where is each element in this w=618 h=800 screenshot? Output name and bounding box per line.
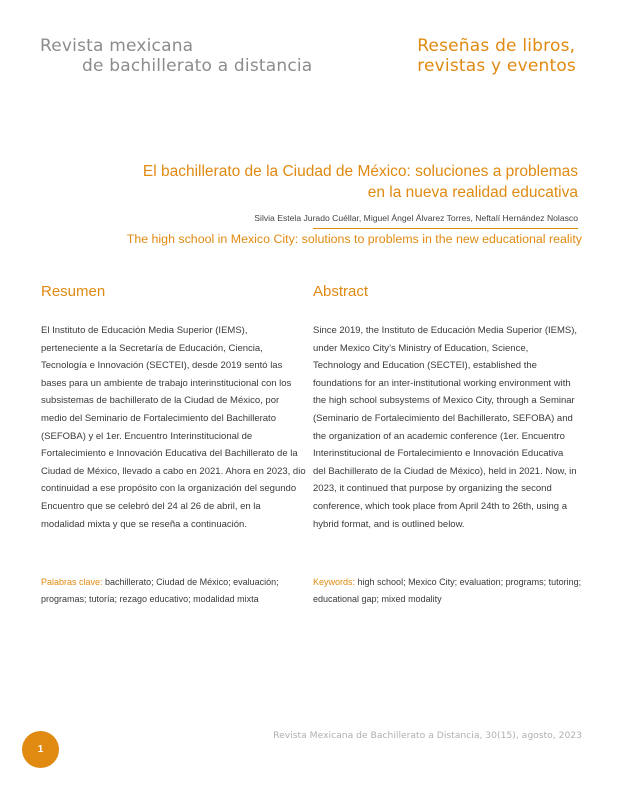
abstract-keywords-list: high school; Mexico City; evaluation; programs; tutoring; educational gap; mixed modality: [313, 577, 582, 604]
page-number-badge: 1: [22, 731, 59, 768]
journal-name-line2: de bachillerato a distancia: [82, 56, 313, 76]
resumen-section: [41, 282, 306, 533]
resumen-keywords-label: Palabras clave:: [41, 577, 103, 587]
resumen-keywords-list: bachillerato; Ciudad de México; evaluación; programas; tutoría; rezago educativo; modalidad mixta: [41, 577, 279, 604]
article-title: [58, 161, 578, 203]
article-title-english: The high school in Mexico City: solutions to problems in the new educational reality: [126, 232, 582, 246]
article-authors: Silvia Estela Jurado Cuéllar, Miguel Ángel Álvarez Torres, Neftalí Hernández Nolasco: [254, 213, 578, 223]
journal-name: [40, 36, 312, 76]
abstract-section: [313, 282, 578, 533]
footer-citation: Revista Mexicana de Bachillerato a Distancia, 30(15), agosto, 2023: [273, 730, 582, 741]
abstract-text: Since 2019, the Instituto de Educación Media Superior (IEMS), under Mexico City’s Ministry of Education, Science, Technology and Education (SECTEI), established the foundations for an inter-institutional working environment with the high school subsystems of Mexico City, through a Seminar (Seminario de Fortalecimiento del Bachillerato, SEFOBA) and the organization of an academic conference (1er. Encuentro Interinstitucional de Fortalecimiento e Innovación Educativa del Bachillerato de la Ciudad de México), held in 2021. Now, in 2023, it continued that purpose by organizing the second conference, which took place from April 24th to 26th, using a hybrid format, and is outlined below.: [313, 325, 578, 530]
abstract-heading: Abstract: [313, 283, 369, 300]
journal-name-line1: Revista mexicana: [40, 36, 194, 56]
section-name: [417, 36, 576, 76]
section-name-line1: Reseñas de libros,: [417, 36, 576, 56]
resumen-keywords: [41, 574, 316, 607]
section-name-line2: revistas y eventos: [417, 56, 576, 76]
article-title-line1: El bachillerato de la Ciudad de México: soluciones a problemas: [142, 163, 578, 180]
article-title-line2: en la nueva realidad educativa: [367, 184, 578, 201]
resumen-text: El Instituto de Educación Media Superior (IEMS), perteneciente a la Secretaría de Educación, Ciencia, Tecnología e Innovación (SECTEI), desde 2019 sentó las bases para un ambiente de trabajo interinstitucional con los subsistemas de bachillerato de la Ciudad de México, por medio del Seminario de Fortalecimiento del Bachillerato (SEFOBA) y el 1er. Encuentro Interinstitucional de Fortalecimiento e Innovación Educativa del Bachillerato de la Ciudad de México, llevado a cabo en 2021. Ahora en 2023, dio continuidad a ese propósito con la organización del segundo Encuentro que se celebró del 24 al 26 de abril, en la modalidad mixta y que se reseña a continuación.: [41, 325, 306, 530]
abstract-keywords-label: Keywords:: [313, 577, 356, 587]
resumen-heading: Resumen: [41, 283, 106, 300]
title-divider: [313, 228, 578, 229]
abstract-keywords: [313, 574, 588, 607]
